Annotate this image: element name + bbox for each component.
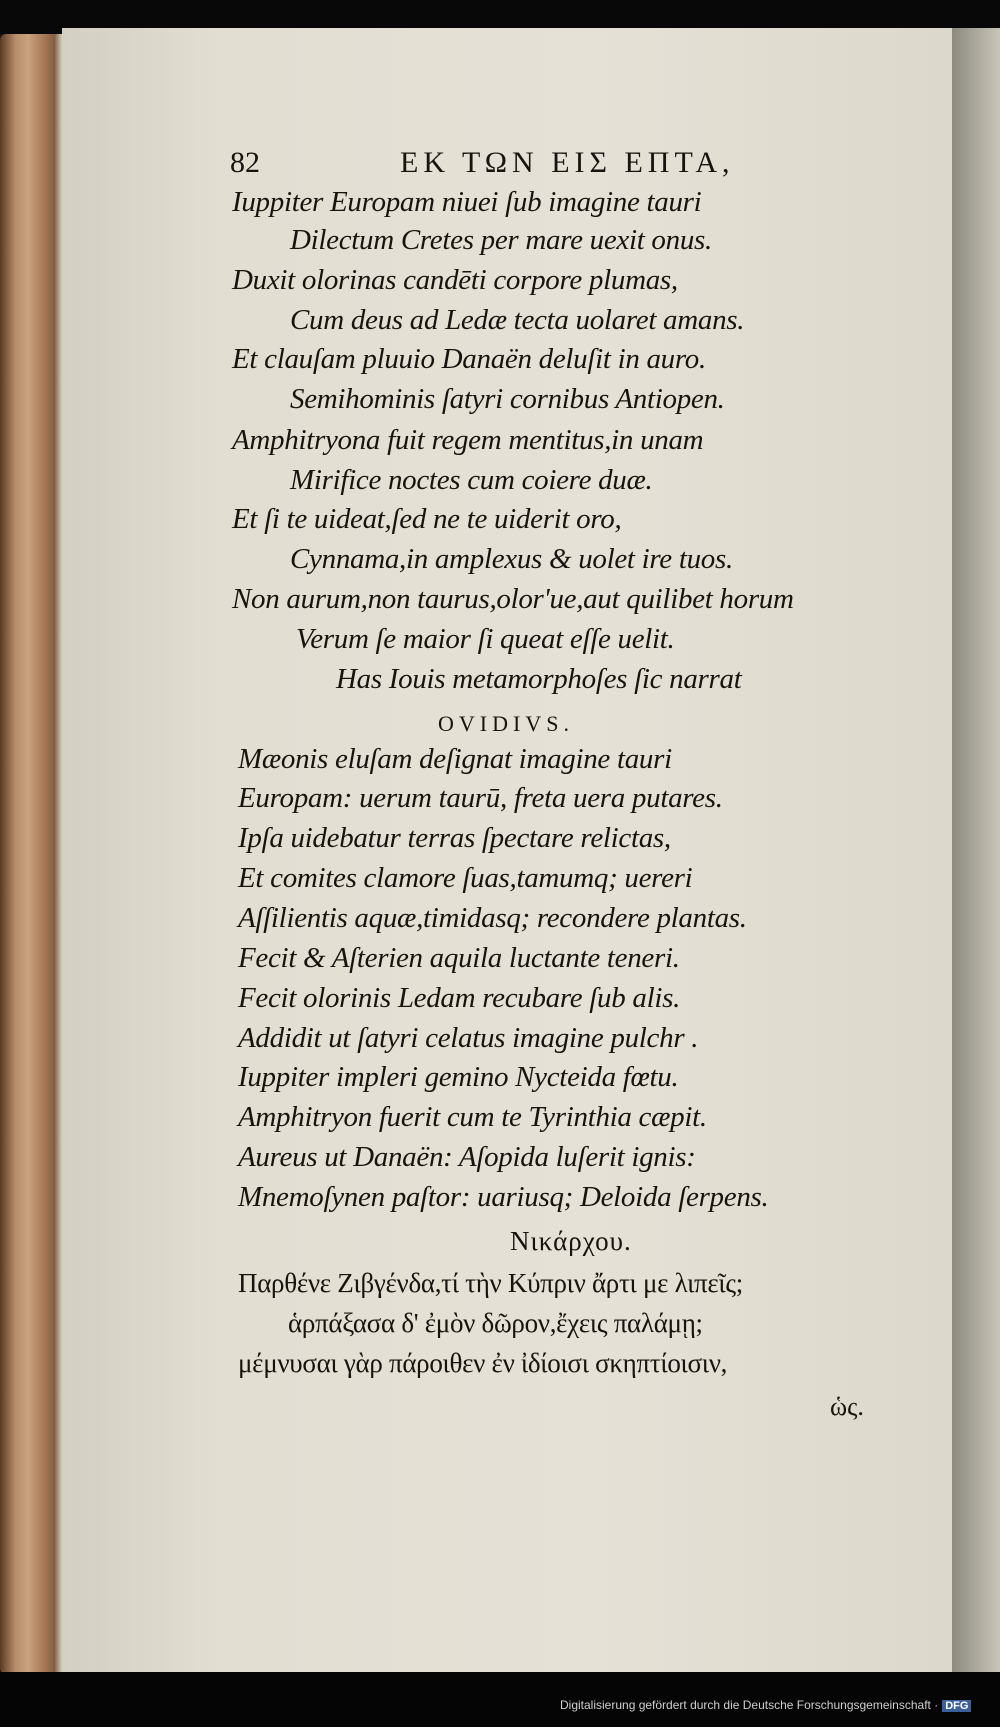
verse-line-1: Iuppiter Europam niuei ſub imagine tauri [232,186,702,218]
greek-line-1: Παρθένε Ζιβγένδα,τί τὴν Κύπριν ἄρτι με λιπεῖς; [238,1268,743,1298]
verse-line-5: Et clauſam pluuio Danaën deluſit in auro. [232,343,706,375]
digitization-credit [560,1698,1000,1720]
ovid-line-8: Addidit ut ſatyri celatus imagine pulchr . [238,1022,699,1054]
ovid-line-2: Europam: uerum taurū, freta uera putares. [238,782,723,814]
verse-line-8: Mirifice noctes cum coiere duæ. [290,464,653,496]
verse-line-11: Non aurum,non taurus,olor'ue,aut quilibet horum [232,583,794,615]
page-number: 82 [230,146,260,179]
ovid-line-1: Mæonis eluſam deſignat imagine tauri [238,743,672,775]
ovid-line-9: Iuppiter impleri gemino Nycteida fœtu. [238,1061,679,1093]
verse-line-13: Has Iouis metamorphoſes ſic narrat [336,663,742,695]
ovid-line-7: Fecit olorinis Ledam recubare ſub alis. [238,982,681,1014]
ovid-line-12: Mnemoſynen paſtor: uariusq; Deloida ſerpens. [238,1181,769,1213]
page-edge [0,34,62,1674]
catchword: ὡς. [830,1392,864,1421]
ovid-line-6: Fecit & Aſterien aquila luctante teneri. [238,942,680,974]
greek-line-3: μέμνυσαι γὰρ πάροιθεν ἐν ἰδίοισι σκηπτίοισιν, [238,1348,728,1378]
verse-line-2: Dilectum Cretes per mare uexit onus. [290,224,712,256]
verse-line-12: Verum ſe maior ſi queat eſſe uelit. [296,623,675,655]
verse-line-6: Semihominis ſatyri cornibus Antiopen. [290,383,725,415]
verse-line-7: Amphitryona fuit regem mentitus,in unam [232,424,704,456]
verse-line-9: Et ſi te uideat,ſed ne te uiderit oro, [232,503,622,535]
facing-page-edge [952,28,1000,1672]
running-title: ΕΚ ΤΩΝ ΕΙΣ ΕΠΤΑ, [400,146,735,179]
ovid-line-3: Ipſa uidebatur terras ſpectare relictas, [238,822,671,854]
page [62,28,954,1672]
verse-line-10: Cynnama,in amplexus & uolet ire tuos. [290,543,733,575]
dfg-logo: DFG [942,1700,971,1712]
verse-line-3: Duxit olorinas candēti corpore plumas, [232,264,678,296]
heading-nicarchus: Νικάρχου. [510,1226,632,1256]
heading-ovid: OVIDIVS. [438,711,574,736]
credit-text: Digitalisierung gefördert durch die Deutsche Forschungsgemeinschaft · [560,1698,939,1712]
ovid-line-11: Aureus ut Danaën: Aſopida luſerit ignis: [238,1141,696,1173]
page-text [62,28,952,1672]
ovid-line-10: Amphitryon fuerit cum te Tyrinthia cæpit. [238,1101,707,1133]
book-scan [0,28,1000,1678]
ovid-line-5: Aſſilientis aquæ,timidasq; recondere plantas. [238,902,747,934]
verse-line-4: Cum deus ad Ledæ tecta uolaret amans. [290,304,745,336]
greek-line-2: ἁρπάξασα δ' ἐμὸν δῶρον,ἔχεις παλάμῃ; [288,1308,703,1338]
ovid-line-4: Et comites clamore ſuas,tamumq; uereri [238,862,693,894]
